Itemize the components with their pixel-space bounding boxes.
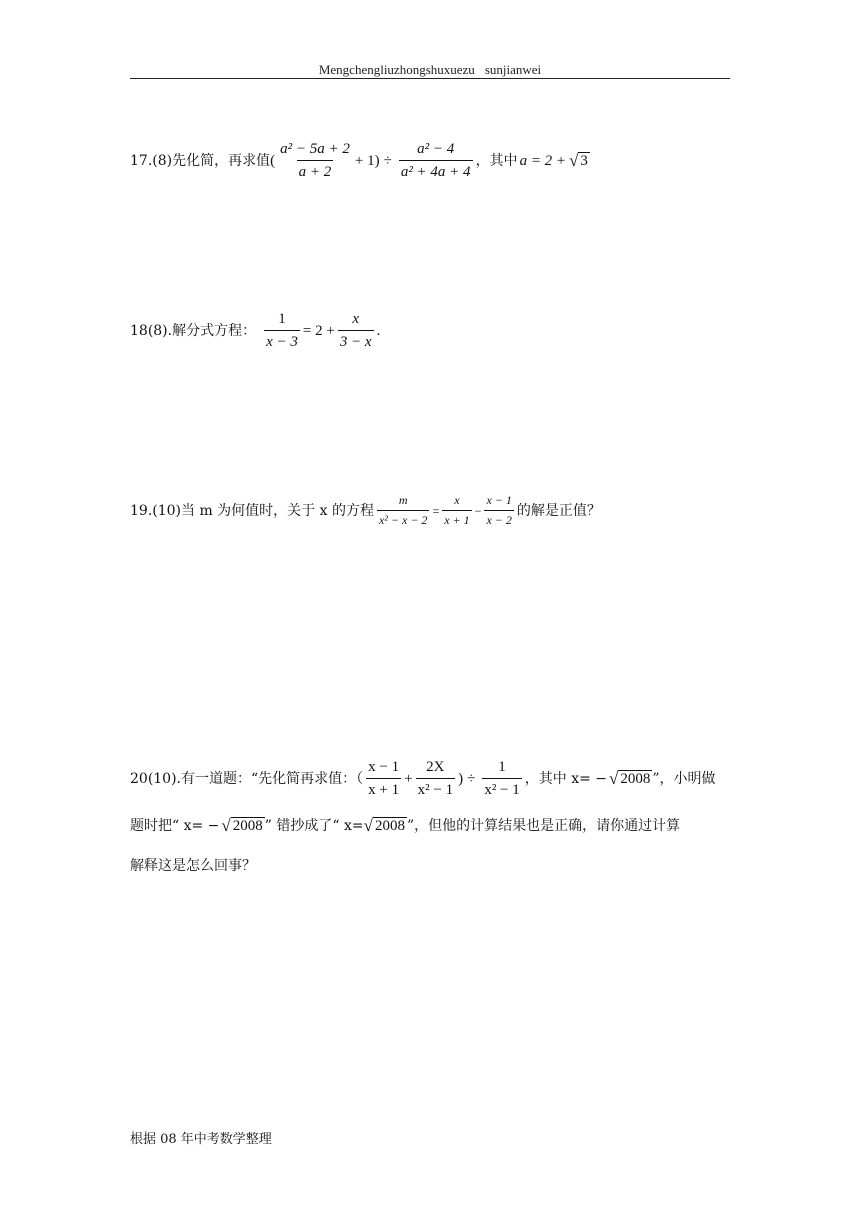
q17-sqrt: [569, 151, 590, 170]
q18-end: .: [376, 322, 381, 339]
q20-sqrt-2: [221, 816, 264, 835]
q17-num2: a² − 4: [417, 141, 455, 157]
page-header: [0, 62, 860, 78]
q17-sqrt-value: 3: [580, 153, 588, 169]
q19-fraction-2: [442, 493, 471, 528]
q20-end1: ”，小明做: [652, 770, 716, 787]
q20-den3: x² − 1: [482, 778, 521, 799]
q17-label: 17.(8)先化简，再求值: [130, 152, 271, 169]
q19-fraction-1: [377, 493, 429, 528]
question-18: [130, 310, 380, 351]
q20-fraction-1: [366, 758, 401, 799]
q19-den1: x² − x − 2: [377, 510, 429, 528]
q20-mid: ，其中 x= −: [524, 770, 608, 787]
q20-sqrt2-value: 2008: [232, 817, 263, 834]
q20-sqrt-3: [364, 816, 407, 835]
question-17: [130, 140, 590, 181]
q20-close: ): [458, 770, 464, 787]
q20-den1: x + 1: [366, 778, 401, 799]
q19-end: 的解是正值？: [516, 502, 601, 519]
q20-num2: 2X: [426, 759, 445, 775]
q19-num1: m: [398, 493, 408, 507]
q20-l3: 解释这是怎么回事？: [130, 858, 256, 874]
q17-plus1: + 1): [354, 152, 380, 169]
q19-den2: x + 1: [442, 510, 471, 528]
q20-num3: 1: [498, 759, 506, 775]
q19-minus: −: [474, 503, 482, 518]
q18-num2: x: [352, 311, 360, 327]
q17-den1: a + 2: [297, 160, 334, 181]
q18-mid: = 2 +: [302, 322, 335, 339]
q20-fraction-3: [482, 758, 521, 799]
q20-l2a: 题时把“ x= −: [130, 818, 220, 834]
q20-label: 20(10).有一道题：“先化简再求值：（: [130, 770, 364, 787]
question-20-line-2: [130, 815, 680, 835]
q19-num3: x − 1: [486, 493, 512, 507]
question-19: [130, 493, 601, 528]
q17-den2: a² + 4a + 4: [399, 160, 473, 181]
sqrt-icon: √: [221, 815, 231, 835]
q17-fraction-2: [399, 140, 473, 181]
q20-sqrt3-value: 2008: [374, 817, 405, 834]
header-left: Mengchengliuzhongshuxuezu: [318, 62, 475, 77]
q19-num2: x: [454, 493, 460, 507]
q17-fraction-1: [278, 140, 352, 181]
q20-l2b: ” 错抄成了“ x=: [264, 818, 364, 834]
q17-comma-text: ，其中: [475, 152, 518, 169]
q17-condition: a = 2 +: [519, 152, 567, 169]
question-20-line-1: [130, 758, 716, 799]
sqrt-icon: √: [609, 769, 619, 788]
q20-div: ÷: [467, 770, 476, 787]
q17-div: ÷: [383, 152, 392, 169]
q20-num1: x − 1: [368, 759, 400, 775]
q18-den2: 3 − x: [338, 330, 374, 351]
q18-fraction-2: [338, 310, 374, 351]
q18-num1: 1: [278, 311, 286, 327]
q20-l2c: ”，但他的计算结果也是正确，请你通过计算: [406, 818, 681, 834]
sqrt-icon: √: [569, 151, 579, 170]
q19-label: 19.(10)当 m 为何值时，关于 x 的方程: [130, 502, 374, 519]
page-footer: 根据 08 年中考数学整理: [130, 1132, 272, 1147]
header-right: sunjianwei: [484, 62, 542, 77]
q20-plus: +: [404, 770, 413, 787]
q17-num1: a² − 5a + 2: [280, 141, 350, 157]
q17-open-paren: (: [270, 152, 276, 169]
q20-fraction-2: [416, 758, 455, 799]
q18-label: 18(8).解分式方程：: [130, 322, 257, 339]
q19-den3: x − 2: [484, 510, 513, 528]
question-20-line-3: [130, 855, 256, 875]
q18-den1: x − 3: [264, 330, 300, 351]
q20-den2: x² − 1: [416, 778, 455, 799]
q20-sqrt-1: [609, 769, 652, 788]
sqrt-icon: √: [363, 815, 373, 835]
q18-fraction-1: [264, 310, 300, 351]
q20-sqrt1-value: 2008: [620, 771, 651, 787]
q19-eq: =: [432, 503, 440, 518]
header-rule: [130, 78, 730, 79]
q19-fraction-3: [484, 493, 513, 528]
